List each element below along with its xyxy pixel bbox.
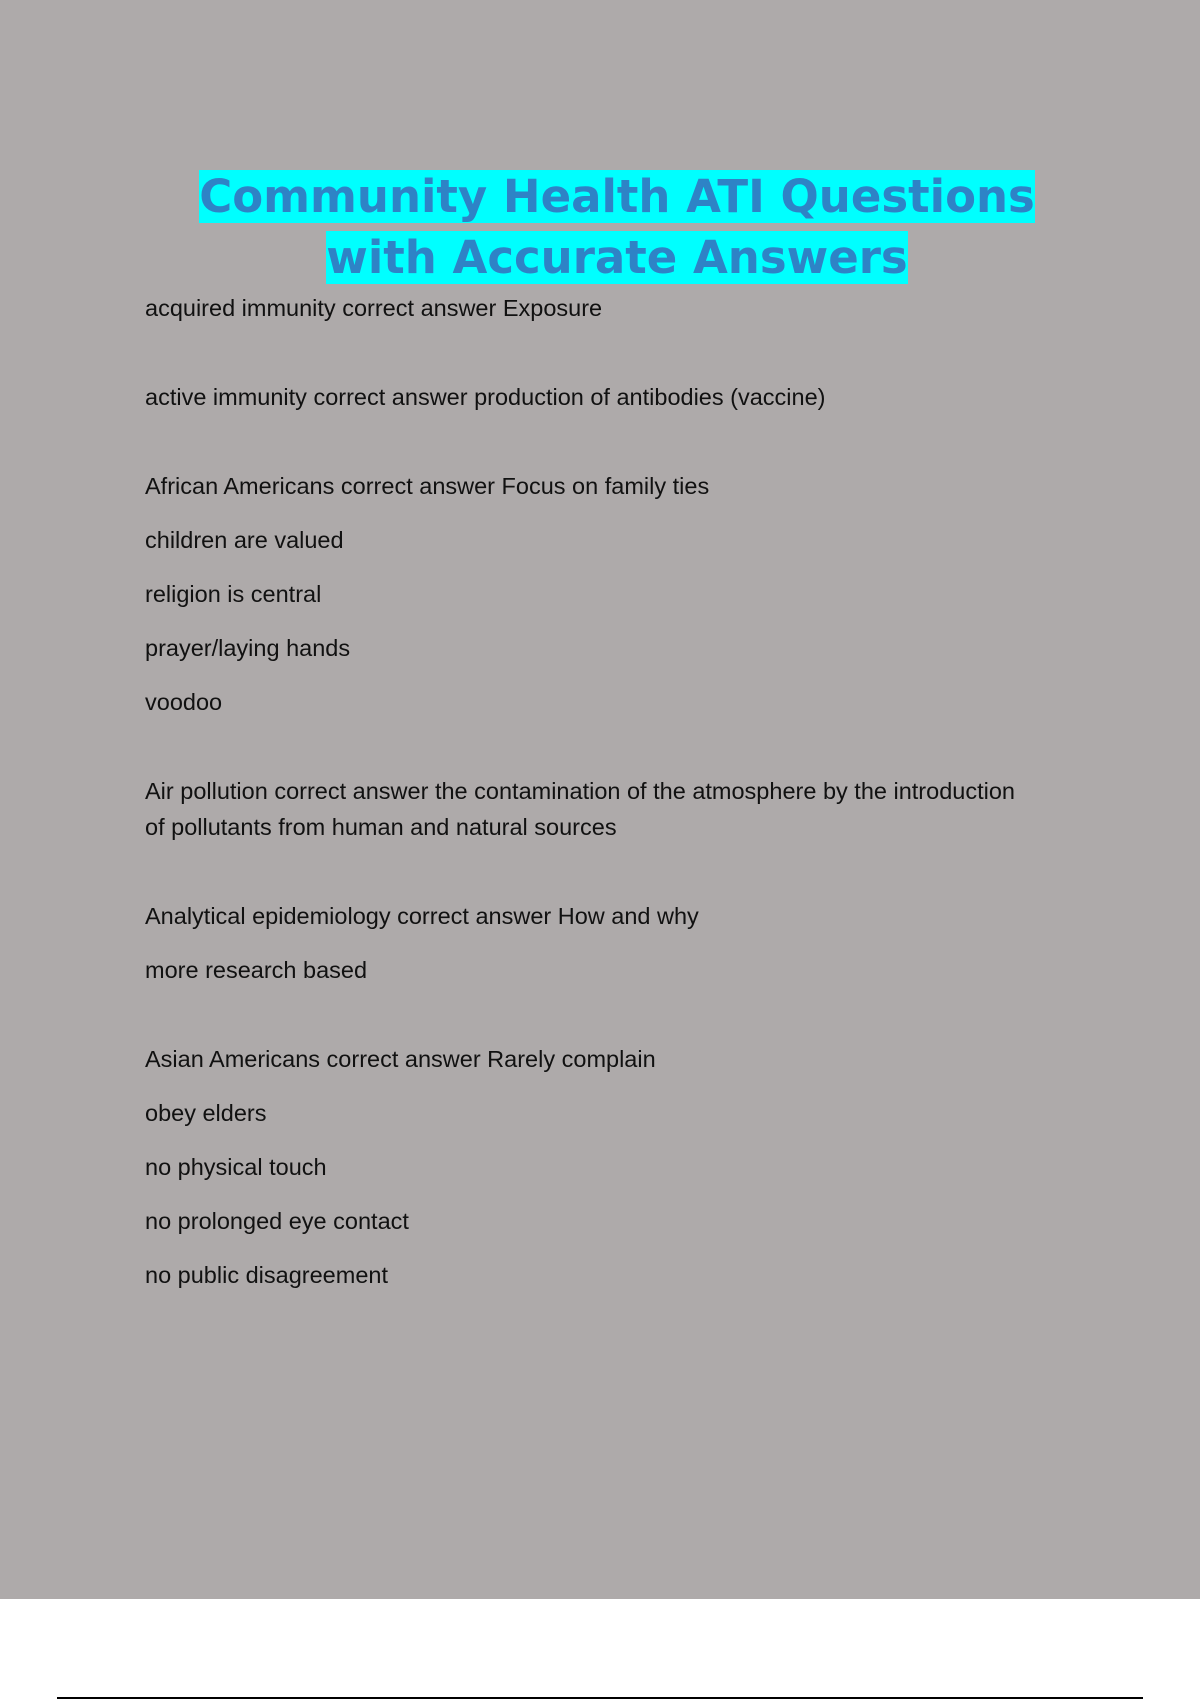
qa-list [145, 290, 1025, 1346]
qa-line: acquired immunity correct answer Exposure [145, 295, 603, 321]
qa-line: Asian Americans correct answer Rarely complain [145, 1046, 656, 1072]
qa-line: children are valued [145, 527, 344, 553]
qa-line: obey elders [145, 1100, 267, 1126]
qa-line: active immunity correct answer production of antibodies (vaccine) [145, 384, 826, 410]
qa-line: no prolonged eye contact [145, 1208, 409, 1234]
qa-entry-asian-americans [145, 1041, 1025, 1293]
qa-line: voodoo [145, 689, 223, 715]
qa-line: African Americans correct answer Focus on family ties [145, 473, 710, 499]
qa-line: prayer/laying hands [145, 635, 351, 661]
qa-entry-air-pollution [145, 773, 1025, 845]
qa-line: Analytical epidemiology correct answer How and why [145, 903, 699, 929]
qa-entry-analytical-epidemiology [145, 898, 1025, 988]
qa-line: no public disagreement [145, 1262, 388, 1288]
qa-line: no physical touch [145, 1154, 327, 1180]
title-line-2: with Accurate Answers [326, 231, 908, 284]
qa-line: Air pollution correct answer the contamination of the atmosphere by the introduction of pollutants from human and natural sources [145, 778, 1015, 840]
qa-entry-african-americans [145, 468, 1025, 720]
qa-entry-active-immunity [145, 379, 1025, 415]
qa-entry-acquired-immunity [145, 290, 1025, 326]
title-line-1: Community Health ATI Questions [199, 170, 1035, 223]
footer-divider [57, 1697, 1143, 1699]
document-title [100, 166, 1134, 288]
qa-line: religion is central [145, 581, 322, 607]
qa-line: more research based [145, 957, 368, 983]
